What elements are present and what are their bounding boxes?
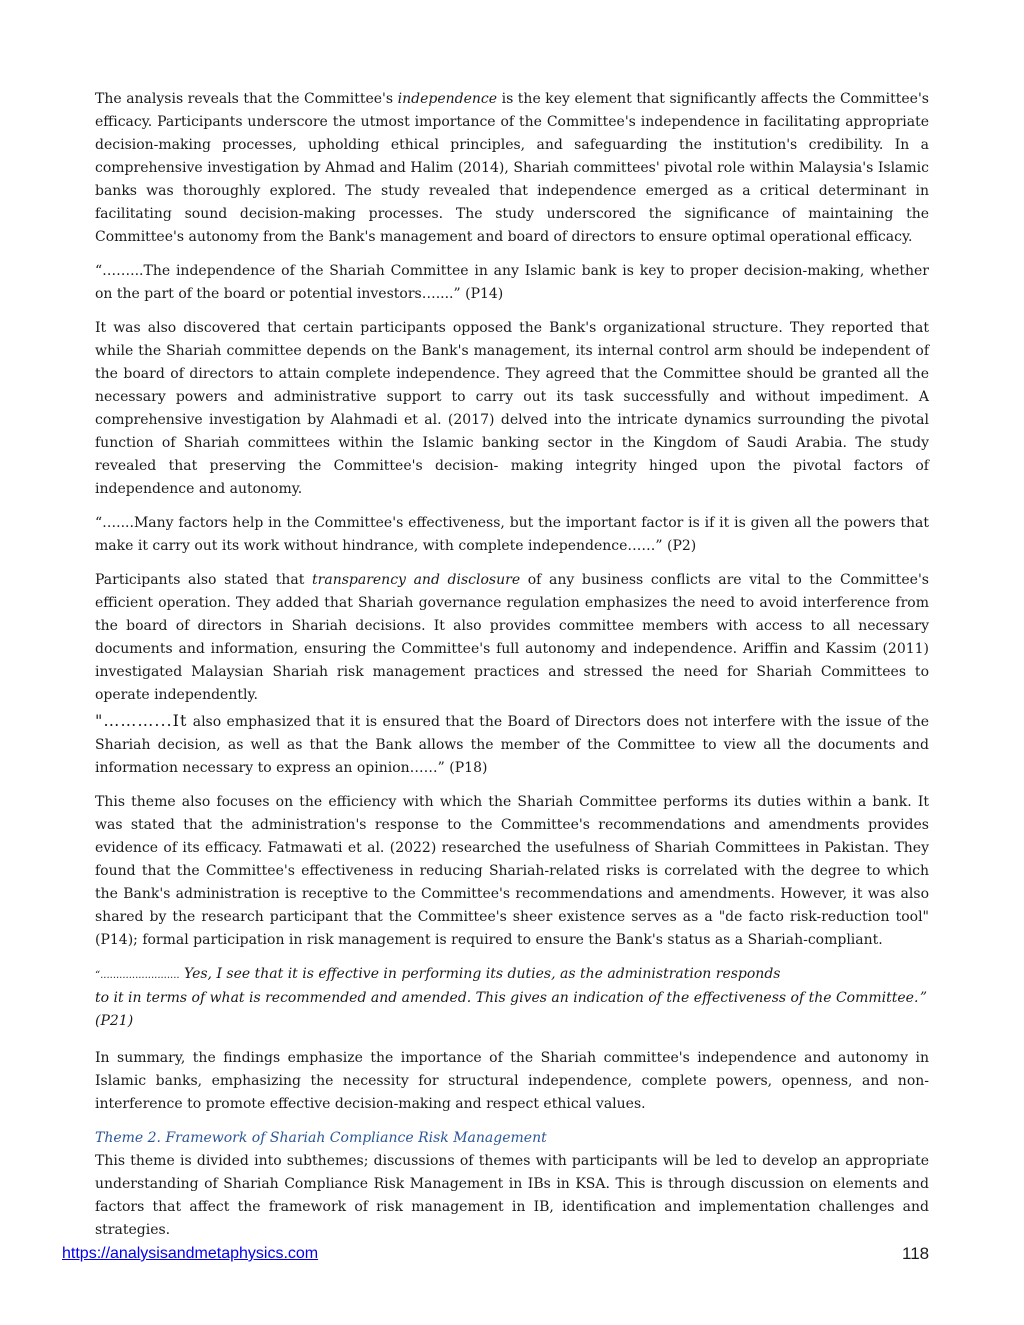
- emphasis-transparency: transparency and disclosure: [312, 572, 521, 588]
- quote-p2: “…....Many factors help in the Committee's effectiveness, but the important factor is if it is given all the powers that make it carry out its work without hindrance, with complete independence……” (P2): [95, 515, 929, 554]
- quote-text: Yes, I see that it is effective in performing its duties, as the administration responds: [179, 966, 781, 982]
- quote-close: ”: [919, 990, 927, 1006]
- paragraph-text: The analysis reveals that the Committee's: [95, 91, 398, 107]
- document-body: [95, 88, 929, 1253]
- paragraph-text: is the key element that significantly affects the Committee's efficacy. Participants underscore the utmost importance of the Committee's independence in facilitating appropriate decision-making processes, upholding ethical principles, and safeguarding the institution's credibility. In a comprehensive investigation by Ahmad and Halim (2014), Shariah committees' pivotal role within Malaysia's Islamic banks was thoroughly explored. The study revealed that independence emerged as a critical determinant in facilitating sound decision-making processes. The study underscored the significance of maintaining the Committee's autonomy from the Bank's management and board of directors to ensure optimal operational efficacy.: [95, 91, 929, 245]
- paragraph-summary: In summary, the findings emphasize the importance of the Shariah committee's independence and autonomy in Islamic banks, emphasizing the necessity for structural independence, complete powers, openness, and non-interference to promote effective decision-making and respect ethical values.: [95, 1050, 929, 1112]
- paragraph-efficiency: This theme also focuses on the efficiency with which the Shariah Committee performs its duties within a bank. It was stated that the administration's response to the Committee's recommendations and amendments provides evidence of its efficacy. Fatmawati et al. (2022) researched the usefulness of Shariah Committees in Pakistan. They found that the Committee's effectiveness in reducing Shariah-related risks is correlated with the degree to which the Bank's administration is receptive to the Committee's recommendations and amendments. However, it was also shared by the research participant that the Committee's sheer existence serves as a "de facto risk-reduction tool" (P14); formal participation in risk management is required to ensure the Bank's status as a Shariah-compliant.: [95, 794, 929, 948]
- page-number: 118: [902, 1244, 930, 1263]
- paragraph-text: of any business conflicts are vital to the Committee's efficient operation. They added that Shariah governance regulation emphasizes the need to avoid interference from the board of directors in Shariah decisions. It also provides committee members with access to all necessary documents and information, ensuring the Committee's full autonomy and independence. Ariffin and Kassim (2011) investigated Malaysian Shariah risk management practices and stressed the need for Shariah Committees to operate independently.: [95, 572, 929, 703]
- quote-p18: [95, 709, 929, 780]
- quote-reference: (P21): [95, 1013, 134, 1029]
- paragraph-text: Participants also stated that: [95, 572, 313, 588]
- paragraph-transparency: [95, 569, 929, 707]
- emphasis-independence: independence: [397, 91, 498, 107]
- section-heading-theme-2: Theme 2. Framework of Shariah Compliance Risk Management: [95, 1130, 547, 1146]
- quote-line-2: [95, 987, 929, 1010]
- quote-p14: “……...The independence of the Shariah Committee in any Islamic bank is key to proper decision-making, whether on the part of the board or potential investors…....” (P14): [95, 263, 929, 302]
- paragraph-organizational-structure: It was also discovered that certain participants opposed the Bank's organizational structure. They reported that while the Shariah committee depends on the Bank's management, its internal control arm should be independent of the board of directors to attain complete independence. They agreed that the Committee should be granted all the necessary powers and administrative support to carry out its task successfully and without impediment. A comprehensive investigation by Alahmadi et al. (2017) delved into the intricate dynamics surrounding the pivotal function of Shariah committees within the Islamic banking sector in the Kingdom of Saudi Arabia. The study revealed that preserving the Committee's decision- making integrity hinged upon the pivotal factors of independence and autonomy.: [95, 320, 929, 497]
- quote-opening: "………...It: [95, 711, 188, 730]
- quote-text: to it in terms of what is recommended and amended. This gives an indication of the effectiveness of the Committee.: [95, 990, 919, 1006]
- paragraph-theme-2-intro: This theme is divided into subthemes; discussions of themes with participants will be led to develop an appropriate understanding of Shariah Compliance Risk Management in IBs in KSA. This is through discussion on elements and factors that affect the framework of risk management in IB, identification and implementation challenges and strategies.: [95, 1153, 929, 1238]
- quote-line-1: [95, 963, 929, 987]
- footer-website-link[interactable]: https://analysisandmetaphysics.com: [62, 1245, 319, 1262]
- paragraph-independence: [95, 88, 929, 249]
- quote-dots: “.........................: [95, 970, 180, 981]
- quote-p21: [95, 963, 929, 1033]
- quote-text: also emphasized that it is ensured that the Board of Directors does not interfere with the issue of the Shariah decision, as well as that the Bank allows the member of the Committee to view all the documents and information necessary to express an opinion……” (P18): [95, 714, 929, 776]
